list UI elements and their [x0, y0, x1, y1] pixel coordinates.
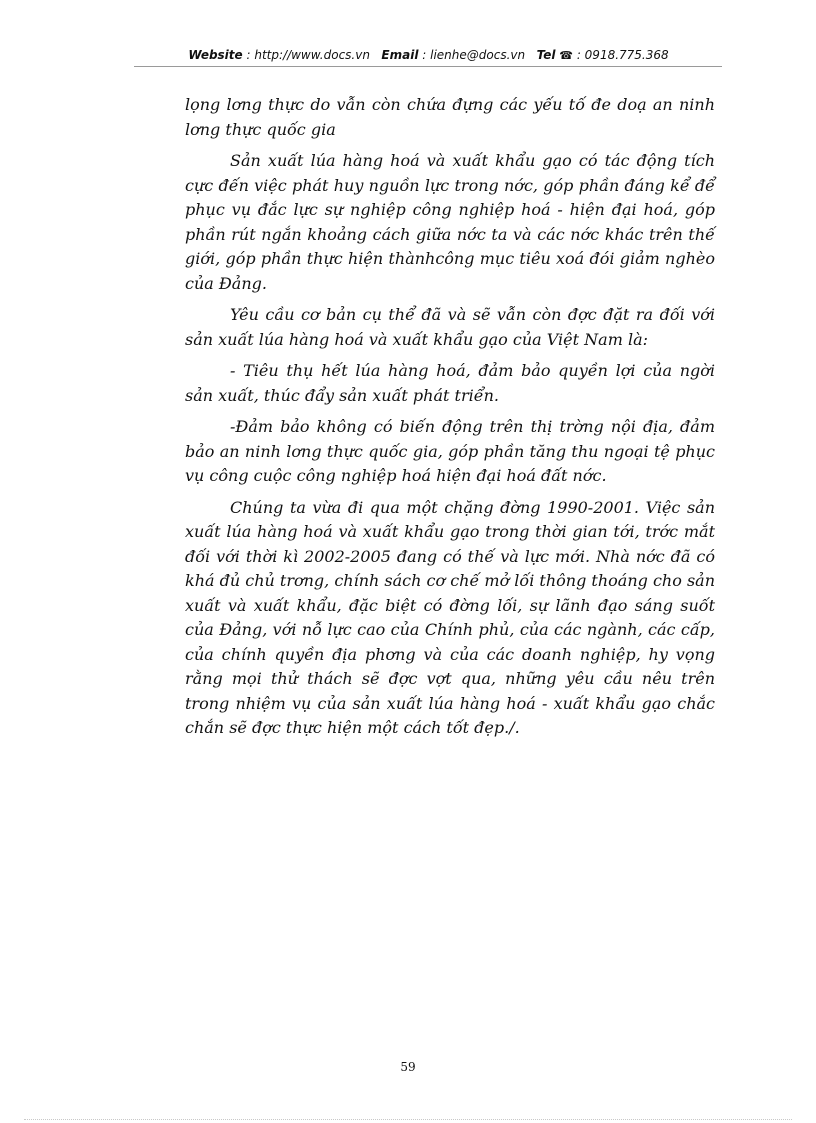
page-header: [136, 47, 721, 64]
header-divider: [134, 66, 722, 67]
email-value: : lienhe@docs.vn: [422, 48, 526, 62]
website-value: : http://www.docs.vn: [246, 48, 370, 62]
document-body: [185, 93, 715, 748]
tel-value: : 0918.775.368: [576, 48, 669, 62]
tel-label: Tel: [536, 48, 556, 62]
paragraph-requirement-stability: -Đảm bảo không có biến động trên thị trờng nội địa, đảm bảo an ninh lơng thực quốc gia, góp phần tăng thu ngoại tệ phục vụ công cuộc công nghiệp hoá hiện đại hoá đất nớc.: [185, 417, 715, 485]
footer-divider: [24, 1119, 792, 1120]
phone-icon: ☎: [559, 49, 573, 62]
paragraph-basic-requirements: Yêu cầu cơ bản cụ thể đã và sẽ vẫn còn đợc đặt ra đối với sản xuất lúa hàng hoá và xuất khẩu gạo của Việt Nam là:: [185, 305, 715, 349]
paragraph-conclusion: Chúng ta vừa đi qua một chặng đờng 1990-2001. Việc sản xuất lúa hàng hoá và xuất khẩu gạo trong thời gian tới, trớc mắt đối với thời kì 2002-2005 đang có thế và lực mới. Nhà nớc đã có khá đủ chủ trơng, chính sách cơ chế mở lối thông thoáng cho sản xuất và xuất khẩu, đặc biệt có đờng lối, sự lãnh đạo sáng suốt của Đảng, với nỗ lực cao của Chính phủ, của các ngành, các cấp, của chính quyền địa phơng và của các doanh nghiệp, hy vọng rằng mọi thử thách sẽ đợc vợt qua, những yêu cầu nêu trên trong nhiệm vụ của sản xuất lúa hàng hoá - xuất khẩu gạo chắc chắn sẽ đợc thực hiện một cách tốt đẹp./.: [185, 497, 715, 737]
email-label: Email: [381, 48, 419, 62]
paragraph-rice-export-impact: Sản xuất lúa hàng hoá và xuất khẩu gạo có tác động tích cực đến việc phát huy nguồn lực trong nớc, góp phần đáng kể để phục vụ đắc lực sự nghiệp công nghiệp hoá - hiện đại hoá, góp phần rút ngắn khoảng cách giữa nớc ta và các nớc khác trên thế giới, góp phần thực hiện thànhcông mục tiêu xoá đói giảm nghèo của Đảng.: [185, 151, 715, 293]
website-label: Website: [188, 48, 243, 62]
paragraph-continuation: lọng lơng thực do vẫn còn chứa đựng các yếu tố đe doạ an ninh lơng thực quốc gia: [185, 95, 715, 139]
paragraph-requirement-consumption: - Tiêu thụ hết lúa hàng hoá, đảm bảo quyền lợi của ngời sản xuất, thúc đẩy sản xuất phát triển.: [185, 361, 715, 405]
page-number: 59: [400, 1060, 416, 1074]
